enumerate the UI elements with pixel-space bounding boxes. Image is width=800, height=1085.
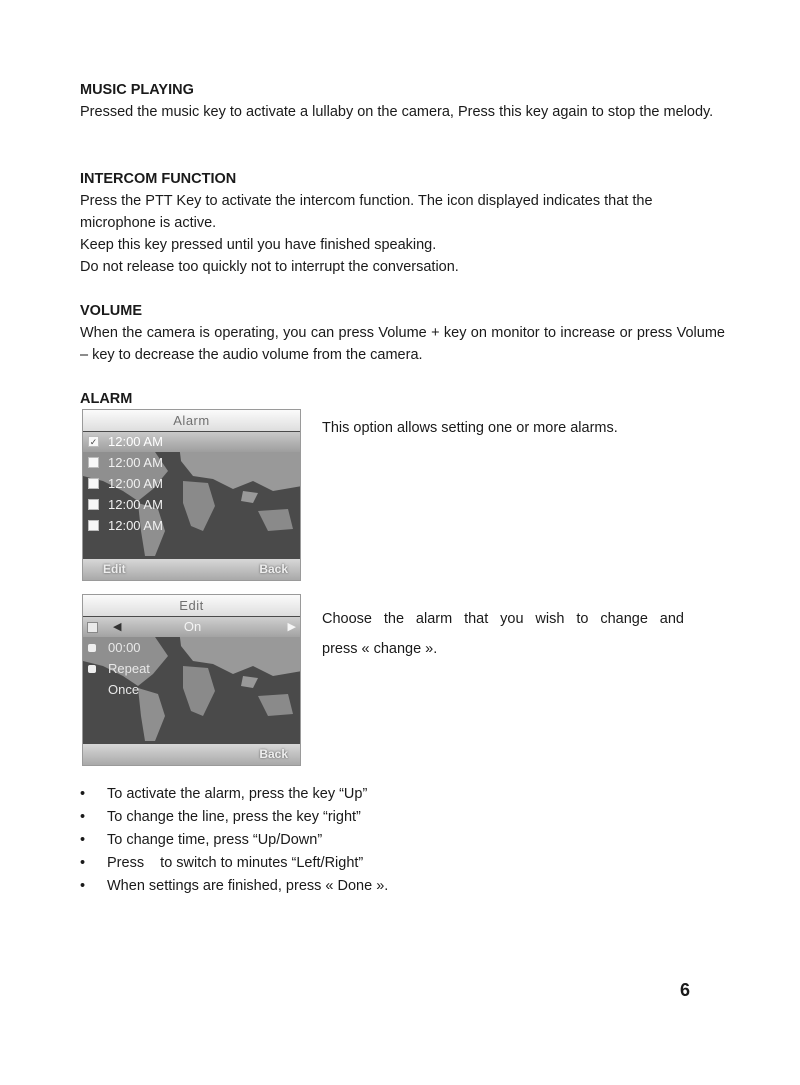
alarm-desc-2 [322, 604, 684, 664]
intercom-line-3: Do not release too quickly not to interrupt the conversation. [80, 259, 459, 275]
back-softkey[interactable]: Back [259, 562, 288, 576]
alarm-heading: ALARM [80, 391, 133, 407]
repeat-icon [88, 665, 96, 673]
arrow-left-icon[interactable]: ◀ [113, 621, 122, 633]
alarm-row[interactable] [83, 474, 301, 494]
edit-softkey[interactable]: Edit [103, 562, 126, 576]
alarm-time: 12:00 AM [108, 497, 163, 512]
screen-title: Alarm [83, 410, 300, 431]
checkbox-icon[interactable] [88, 520, 99, 531]
soft-key-bar [83, 559, 300, 580]
checkbox-icon[interactable] [88, 499, 99, 510]
clock-icon [88, 644, 96, 652]
alarm-time: 12:00 AM [108, 476, 163, 491]
list-item-text: To activate the alarm, press the key “Up” [107, 786, 368, 802]
checkbox-icon[interactable] [88, 457, 99, 468]
list-item-text: To change the line, press the key “right” [107, 809, 361, 825]
alarm-desc-1: This option allows setting one or more alarms. [322, 420, 618, 436]
alarm-desc-2-line-1: Choose the alarm that you wish to change and [322, 611, 684, 627]
alarm-row[interactable] [83, 516, 301, 536]
list-item-text: When settings are finished, press « Done ». [107, 878, 389, 894]
music-heading: MUSIC PLAYING [80, 82, 194, 98]
intercom-section [80, 168, 725, 278]
music-section [80, 79, 725, 123]
list-item [80, 806, 388, 829]
instruction-list [80, 783, 388, 898]
list-item [80, 875, 388, 898]
screen-title: Edit [83, 595, 300, 616]
checkbox-icon[interactable] [88, 478, 99, 489]
checkbox-icon[interactable]: ✓ [89, 437, 98, 447]
page-number: 6 [680, 980, 691, 1000]
back-softkey[interactable]: Back [259, 747, 288, 761]
alarm-state-row[interactable] [83, 617, 301, 637]
alarm-time: 12:00 AM [108, 455, 163, 470]
intercom-heading: INTERCOM FUNCTION [80, 171, 237, 187]
intercom-line-1: Press the PTT Key to activate the intercom function. The icon displayed indicates that the microphone is active. [80, 193, 653, 231]
alarm-time-value: 00:00 [108, 640, 141, 655]
list-item [80, 852, 388, 875]
list-item [80, 783, 388, 806]
alarm-repeat-row[interactable] [83, 659, 301, 679]
volume-heading: VOLUME [80, 303, 143, 319]
soft-key-bar [83, 744, 300, 765]
music-body: Pressed the music key to activate a lullaby on the camera, Press this key again to stop the melody. [80, 104, 714, 120]
alarm-state-value: On [183, 619, 202, 634]
alarm-row[interactable] [83, 495, 301, 515]
alarm-time: 12:00 AM [108, 518, 163, 533]
alarm-section [80, 388, 725, 410]
list-item-text: Press to switch to minutes “Left/Right” [107, 855, 364, 871]
list-item [80, 829, 388, 852]
intercom-line-2: Keep this key pressed until you have finished speaking. [80, 237, 437, 253]
volume-body: When the camera is operating, you can press Volume + key on monitor to increase or press Volume – key to decrease the audio volume from the camera. [80, 325, 725, 363]
alarm-edit-screen [82, 594, 301, 766]
alarm-list-screen [82, 409, 301, 581]
bullet-icon: • [80, 832, 86, 848]
bullet-icon: • [80, 786, 86, 802]
alarm-time-row[interactable] [83, 638, 301, 658]
alarm-row[interactable] [83, 453, 301, 473]
alarm-repeat-value: Once [108, 682, 140, 697]
list-item-text: To change time, press “Up/Down” [107, 832, 323, 848]
arrow-right-icon[interactable]: ▶ [287, 621, 296, 633]
alarm-repeat-value-row[interactable] [83, 680, 301, 700]
bullet-icon: • [80, 878, 86, 894]
bullet-icon: • [80, 855, 86, 871]
bullet-icon: • [80, 809, 86, 825]
alarm-time: 12:00 AM [108, 434, 163, 449]
alarm-row[interactable] [83, 432, 301, 452]
alarm-repeat-label: Repeat [108, 661, 150, 676]
volume-section [80, 300, 725, 366]
alarm-desc-2-line-2: press « change ». [322, 641, 438, 657]
